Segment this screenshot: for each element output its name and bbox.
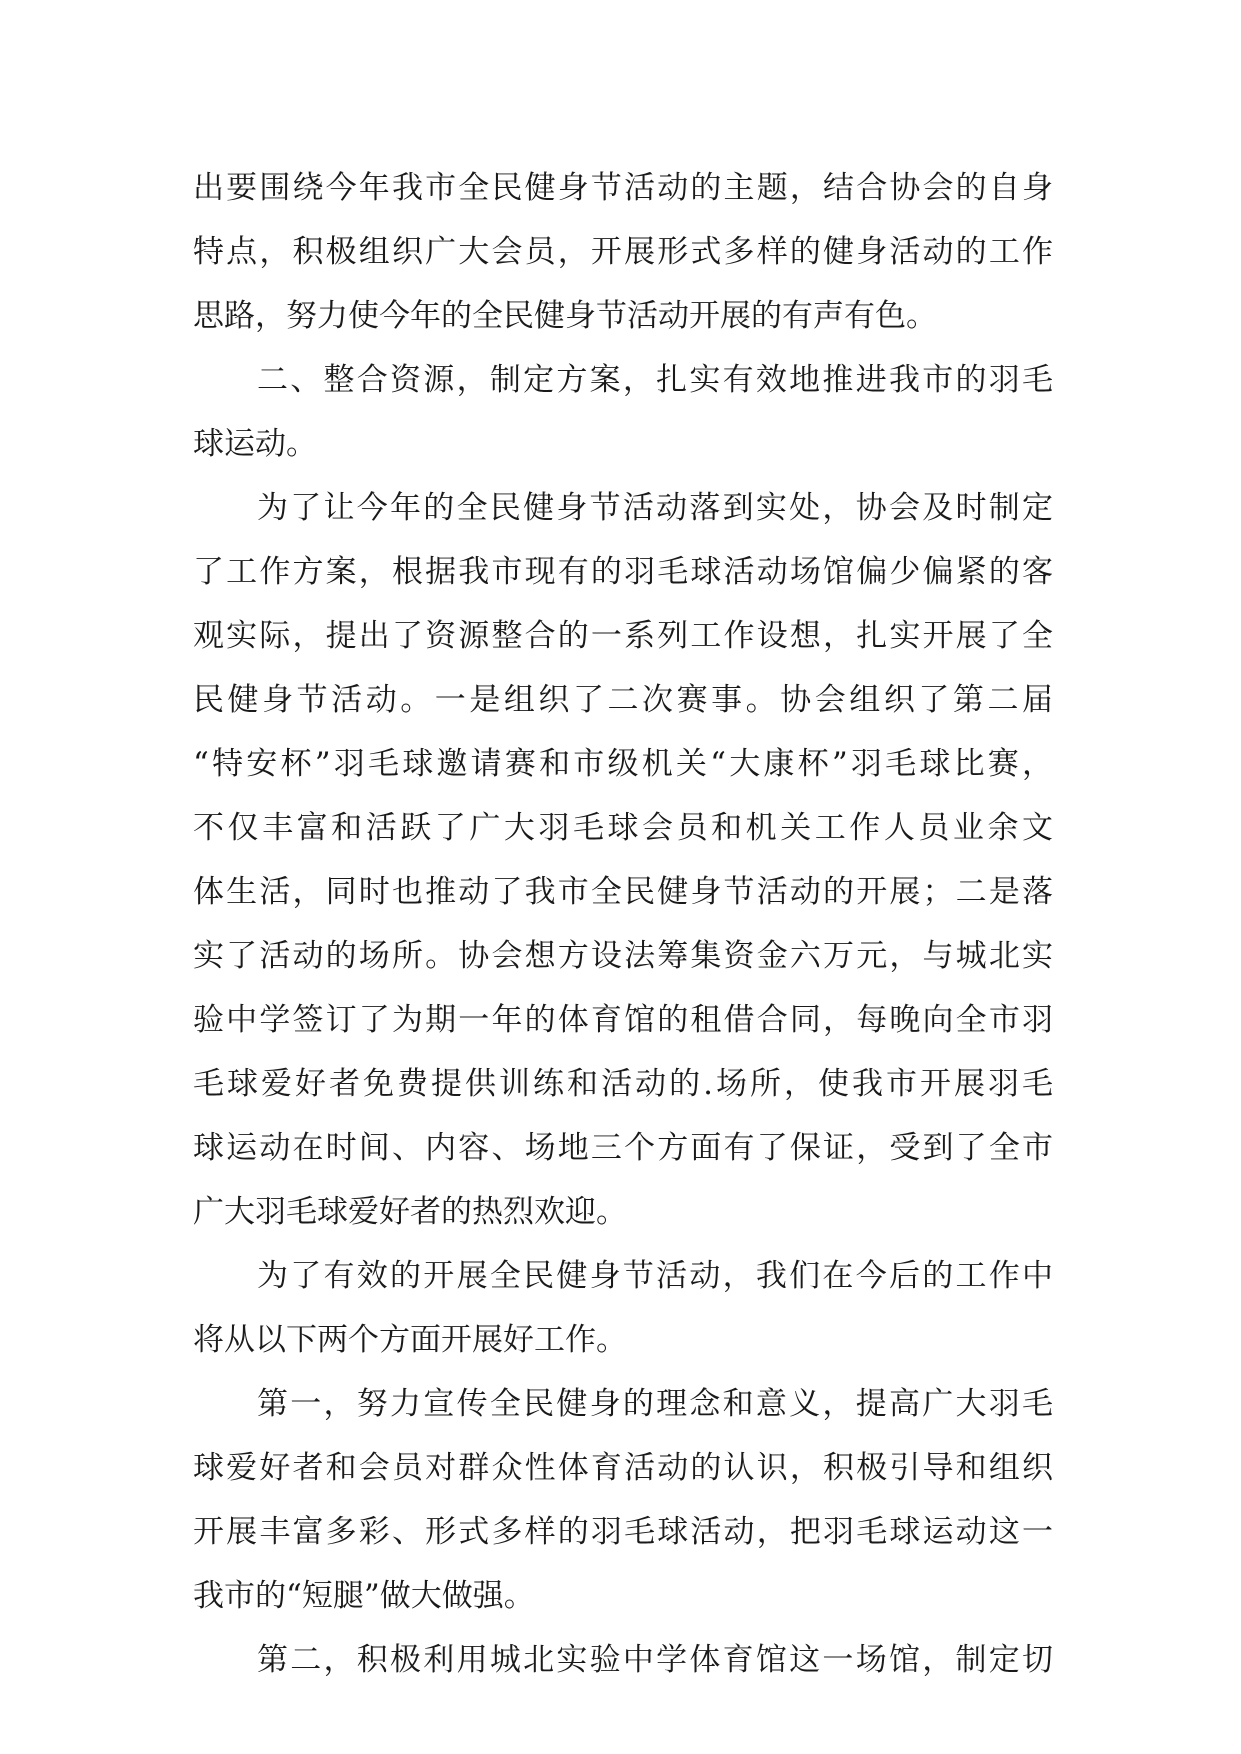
- text-line: 体生活，同时也推动了我市全民健身节活动的开展；二是落: [193, 874, 1053, 910]
- text-line: 开展丰富多彩、形式多样的羽毛球活动，把羽毛球运动这一: [193, 1514, 1053, 1550]
- text-line: 球爱好者和会员对群众性体育活动的认识，积极引导和组织: [193, 1450, 1053, 1486]
- text-line: 特点，积极组织广大会员，开展形式多样的健身活动的工作: [193, 234, 1053, 270]
- text-line: 实了活动的场所。协会想方设法筹集资金六万元，与城北实: [193, 938, 1053, 974]
- text-line: 思路，努力使今年的全民健身节活动开展的有声有色。: [193, 298, 937, 334]
- text-line: 出要围绕今年我市全民健身节活动的主题，结合协会的自身: [193, 170, 1053, 206]
- section-heading-line: 二、整合资源，制定方案，扎实有效地推进我市的羽毛: [257, 362, 1053, 398]
- text-line: “特安杯”羽毛球邀请赛和市级机关“大康杯”羽毛球比赛，: [193, 746, 1053, 782]
- text-line: 第一，努力宣传全民健身的理念和意义，提高广大羽毛: [257, 1386, 1053, 1422]
- text-line: 为了让今年的全民健身节活动落到实处，协会及时制定: [257, 490, 1053, 526]
- section-heading-line: 球运动。: [193, 426, 317, 462]
- text-line: 毛球爱好者免费提供训练和活动的.场所，使我市开展羽毛: [193, 1066, 1053, 1102]
- text-line: 球运动在时间、内容、场地三个方面有了保证，受到了全市: [193, 1130, 1053, 1166]
- text-line: 验中学签订了为期一年的体育馆的租借合同，每晚向全市羽: [193, 1002, 1053, 1038]
- text-line: 不仅丰富和活跃了广大羽毛球会员和机关工作人员业余文: [193, 810, 1053, 846]
- text-line: 为了有效的开展全民健身节活动，我们在今后的工作中: [257, 1258, 1053, 1294]
- text-line: 民健身节活动。一是组织了二次赛事。协会组织了第二届: [193, 682, 1053, 718]
- text-line: 我市的“短腿”做大做强。: [193, 1578, 535, 1614]
- text-line: 了工作方案，根据我市现有的羽毛球活动场馆偏少偏紧的客: [193, 554, 1053, 590]
- text-line: 将从以下两个方面开展好工作。: [193, 1322, 627, 1358]
- text-line: 第二，积极利用城北实验中学体育馆这一场馆，制定切: [257, 1642, 1053, 1678]
- text-line: 广大羽毛球爱好者的热烈欢迎。: [193, 1194, 627, 1230]
- text-line: 观实际，提出了资源整合的一系列工作设想，扎实开展了全: [193, 618, 1053, 654]
- body-text: [193, 156, 1053, 1692]
